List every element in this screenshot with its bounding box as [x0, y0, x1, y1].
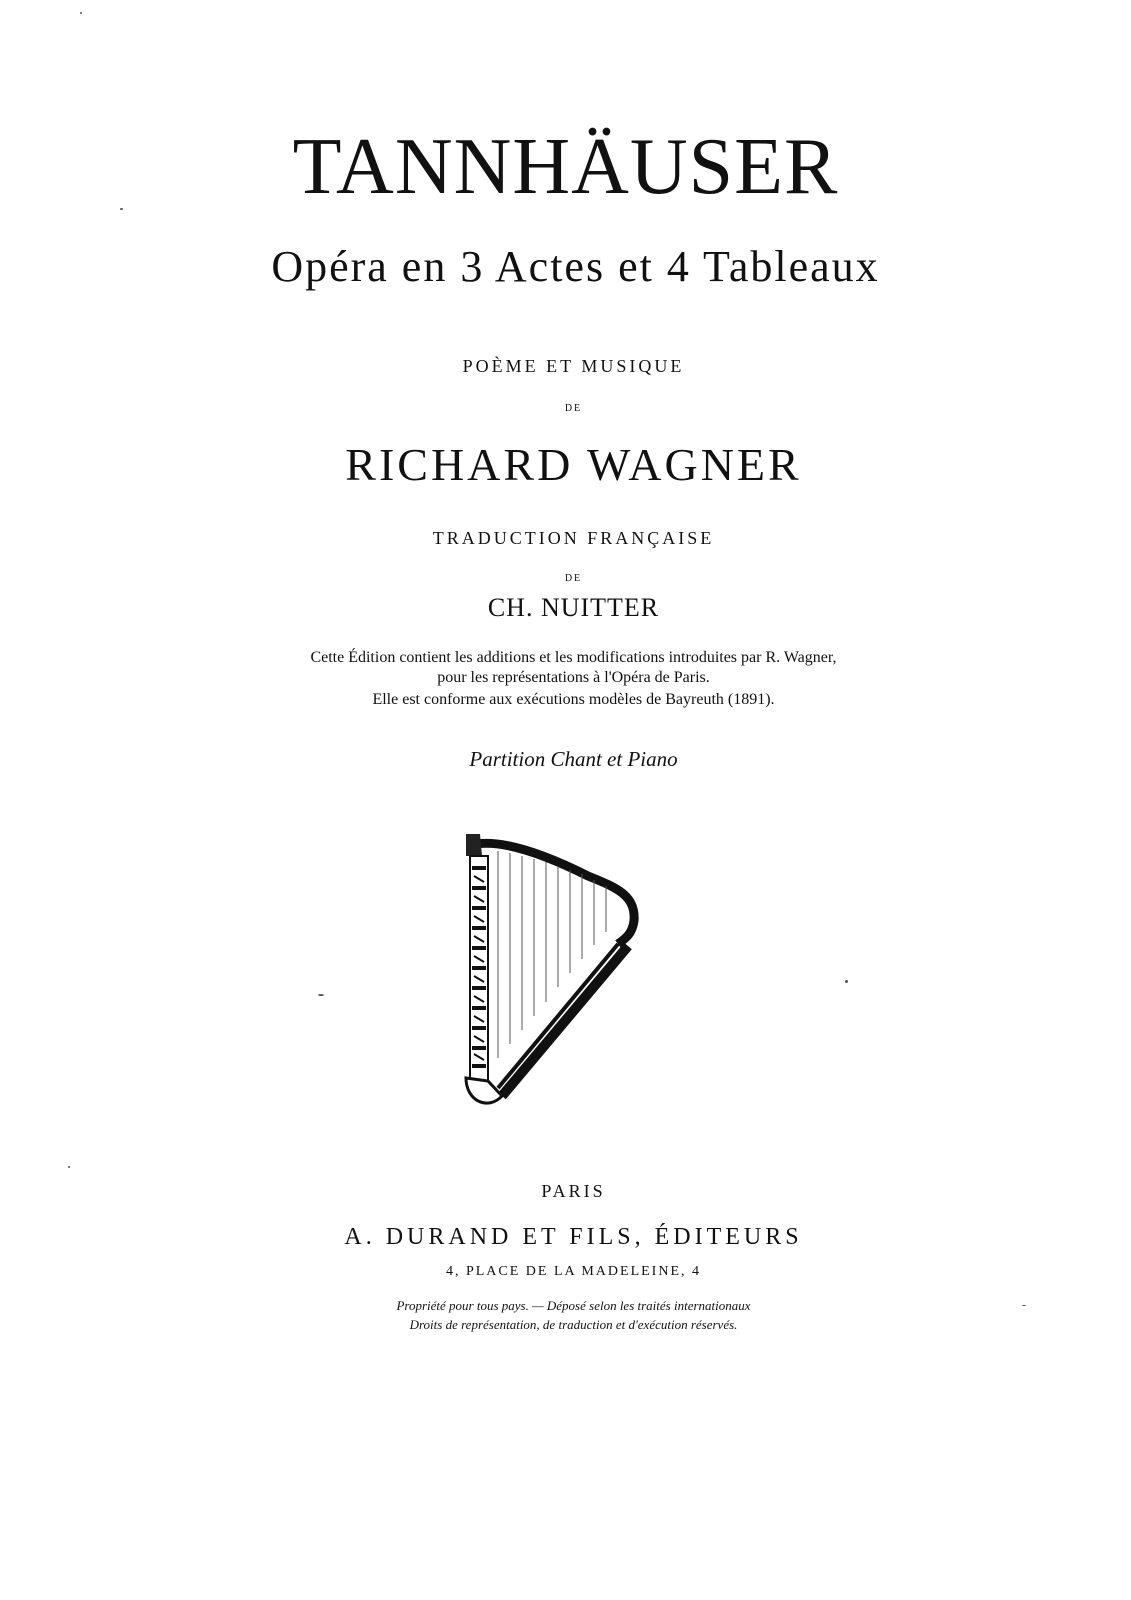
rights-line-1: Propriété pour tous pays. — Déposé selon les traités internationaux [396, 1298, 751, 1313]
rights-line-2: Droits de représentation, de traduction et d'exécution réservés. [409, 1317, 738, 1332]
de-label-2: DE [564, 573, 583, 584]
translator-name: CH. NUITTER [487, 593, 660, 622]
harp-icon [458, 826, 648, 1116]
imprint-publisher: A. DURAND ET FILS, ÉDITEURS [344, 1224, 803, 1250]
imprint-address: 4, PLACE DE LA MADELEINE, 4 [445, 1264, 702, 1279]
scan-speck [845, 980, 848, 983]
opera-title: TANNHÄUSER [292, 123, 839, 211]
scan-speck [68, 1166, 70, 1168]
edition-note-line-3: Elle est conforme aux exécutions modèles de Bayreuth (1891). [372, 691, 775, 708]
translation-label: TRADUCTION FRANÇAISE [432, 528, 715, 548]
de-label-1: DE [564, 403, 583, 414]
composer-name: RICHARD WAGNER [345, 439, 802, 490]
scan-speck [1022, 1305, 1026, 1306]
score-type: Partition Chant et Piano [469, 747, 678, 771]
scan-speck [80, 12, 82, 14]
opera-subtitle: Opéra en 3 Actes et 4 Tableaux [271, 242, 880, 291]
edition-note-line-1: Cette Édition contient les additions et les modifications introduites par R. Wagner, [310, 649, 837, 666]
poem-music-label: POÈME ET MUSIQUE [462, 356, 685, 376]
imprint-city: PARIS [541, 1181, 606, 1201]
edition-note-line-2: pour les représentations à l'Opéra de Paris. [437, 669, 710, 686]
scan-speck [318, 994, 324, 996]
scan-speck [120, 208, 123, 210]
